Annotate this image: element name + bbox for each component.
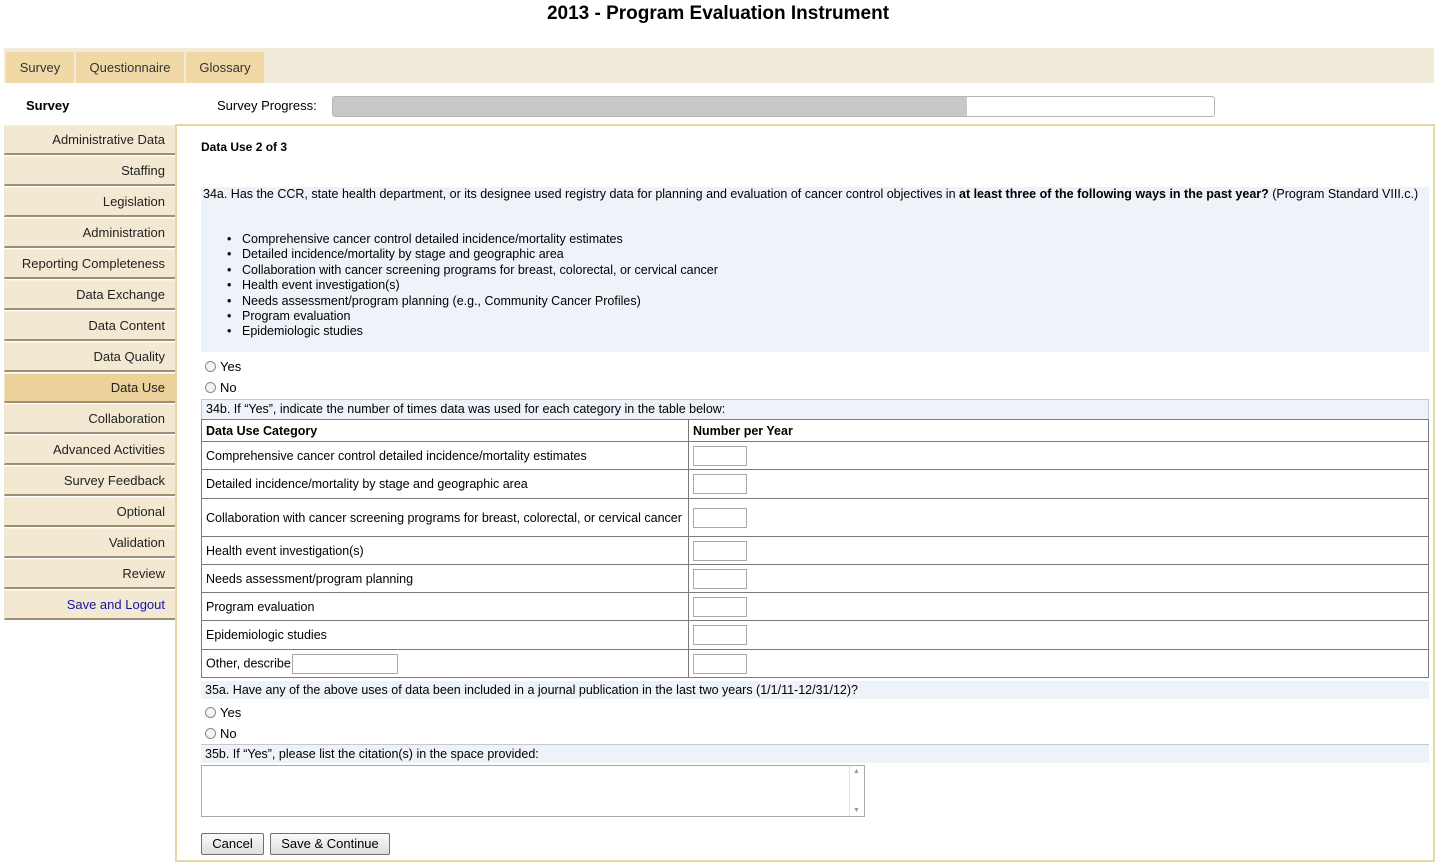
sidebar-item-data-quality[interactable]: Data Quality <box>4 342 177 372</box>
sidebar-item-save-and-logout[interactable]: Save and Logout <box>4 590 177 620</box>
question-34a-text: 34a. Has the CCR, state health department, or its designee used registry data for planning and evaluation of cancer control objectives in at least three of the following ways in the past year? (Program Standard VIII.c.) <box>203 187 1419 201</box>
table-row <box>202 537 1429 565</box>
sidebar-item-validation[interactable]: Validation <box>4 528 177 558</box>
number-input[interactable] <box>693 446 747 466</box>
main-content-panel <box>175 124 1435 862</box>
table-row <box>202 621 1429 650</box>
top-tab-bar <box>4 48 1434 83</box>
row-label: Epidemiologic studies <box>202 621 689 650</box>
number-input[interactable] <box>693 625 747 645</box>
citation-textarea[interactable] <box>201 765 865 817</box>
row-input-cell <box>689 499 1429 537</box>
table-row <box>202 593 1429 621</box>
sidebar-item-administration[interactable]: Administration <box>4 218 177 248</box>
progress-label: Survey Progress: <box>217 98 317 113</box>
sidebar-heading: Survey <box>26 98 70 113</box>
q35a-yes-option[interactable]: Yes <box>205 705 241 720</box>
row-input-cell <box>689 537 1429 565</box>
question-35b-text: 35b. If “Yes”, please list the citation(s) in the space provided: <box>201 744 1429 763</box>
number-input[interactable] <box>693 569 747 589</box>
bullet-item: • Epidemiologic studies <box>227 324 718 339</box>
table-header-row <box>202 420 1429 442</box>
table-row <box>202 470 1429 499</box>
row-input-cell <box>689 565 1429 593</box>
row-label: Needs assessment/program planning <box>202 565 689 593</box>
sidebar-item-administrative-data[interactable]: Administrative Data <box>4 125 177 155</box>
col-header-number: Number per Year <box>689 420 1429 442</box>
save-continue-button[interactable]: Save & Continue <box>270 833 390 855</box>
scroll-up-icon[interactable]: ▲ <box>853 768 860 775</box>
cancel-button[interactable]: Cancel <box>201 833 264 855</box>
section-title: Data Use 2 of 3 <box>201 140 288 154</box>
other-describe-input[interactable] <box>292 654 398 674</box>
question-34b <box>201 399 1429 678</box>
question-35a-text: 35a. Have any of the above uses of data been included in a journal publication in the last two years (1/1/11-12/31/12)? <box>201 681 1429 699</box>
sidebar-item-staffing[interactable]: Staffing <box>4 156 177 186</box>
table-row <box>202 565 1429 593</box>
tab-glossary[interactable]: Glossary <box>186 52 264 83</box>
q34a-no-option[interactable]: No <box>205 380 237 395</box>
q35a-yes-radio[interactable] <box>205 707 216 718</box>
row-input-cell <box>689 593 1429 621</box>
bullet-item: • Needs assessment/program planning (e.g., Community Cancer Profiles) <box>227 294 718 309</box>
row-input-cell <box>689 470 1429 499</box>
bullet-item: • Comprehensive cancer control detailed incidence/mortality estimates <box>227 232 718 247</box>
row-input-cell <box>689 621 1429 650</box>
table-row <box>202 499 1429 537</box>
sidebar-item-data-content[interactable]: Data Content <box>4 311 177 341</box>
number-input[interactable] <box>693 508 747 528</box>
bullet-item: • Collaboration with cancer screening programs for breast, colorectal, or cervical cancer <box>227 263 718 278</box>
page-title: 2013 - Program Evaluation Instrument <box>546 3 890 24</box>
row-input-cell <box>689 650 1429 678</box>
sidebar-item-advanced-activities[interactable]: Advanced Activities <box>4 435 177 465</box>
question-34a <box>201 187 1429 352</box>
q35a-no-option[interactable]: No <box>205 726 237 741</box>
sidebar-item-data-use[interactable]: Data Use <box>4 373 177 403</box>
q34a-yes-option[interactable]: Yes <box>205 359 241 374</box>
number-input[interactable] <box>693 597 747 617</box>
row-label: Health event investigation(s) <box>202 537 689 565</box>
q34a-yes-radio[interactable] <box>205 361 216 372</box>
progress-fill <box>333 97 967 116</box>
sidebar-item-reporting-completeness[interactable]: Reporting Completeness <box>4 249 177 279</box>
row-input-cell <box>689 442 1429 470</box>
sidebar-item-collaboration[interactable]: Collaboration <box>4 404 177 434</box>
number-input[interactable] <box>693 541 747 561</box>
table-row-other <box>202 650 1429 678</box>
sidebar-item-legislation[interactable]: Legislation <box>4 187 177 217</box>
tab-survey[interactable]: Survey <box>6 52 74 83</box>
survey-progress-bar <box>332 96 1215 117</box>
textarea-scrollbar[interactable] <box>849 766 864 816</box>
tab-questionnaire[interactable]: Questionnaire <box>76 52 184 83</box>
q34a-no-radio[interactable] <box>205 382 216 393</box>
sidebar-item-review[interactable]: Review <box>4 559 177 589</box>
row-label: Comprehensive cancer control detailed incidence/mortality estimates <box>202 442 689 470</box>
bullet-item: • Program evaluation <box>227 309 718 324</box>
number-input[interactable] <box>693 654 747 674</box>
data-use-table <box>201 419 1429 678</box>
row-label: Detailed incidence/mortality by stage and geographic area <box>202 470 689 499</box>
sidebar-item-data-exchange[interactable]: Data Exchange <box>4 280 177 310</box>
question-34b-text: 34b. If “Yes”, indicate the number of times data was used for each category in the table below: <box>201 399 1429 419</box>
q35a-no-radio[interactable] <box>205 728 216 739</box>
table-row <box>202 442 1429 470</box>
number-input[interactable] <box>693 474 747 494</box>
row-label-other: Other, describe <box>202 650 689 678</box>
col-header-category: Data Use Category <box>202 420 689 442</box>
bullet-item: • Health event investigation(s) <box>227 278 718 293</box>
sidebar-item-optional[interactable]: Optional <box>4 497 177 527</box>
question-34a-bullets <box>227 232 718 340</box>
row-label: Collaboration with cancer screening programs for breast, colorectal, or cervical cancer <box>202 499 689 537</box>
row-label: Program evaluation <box>202 593 689 621</box>
sidebar-item-survey-feedback[interactable]: Survey Feedback <box>4 466 177 496</box>
bullet-item: • Detailed incidence/mortality by stage and geographic area <box>227 247 718 262</box>
scroll-down-icon[interactable]: ▼ <box>853 807 860 814</box>
